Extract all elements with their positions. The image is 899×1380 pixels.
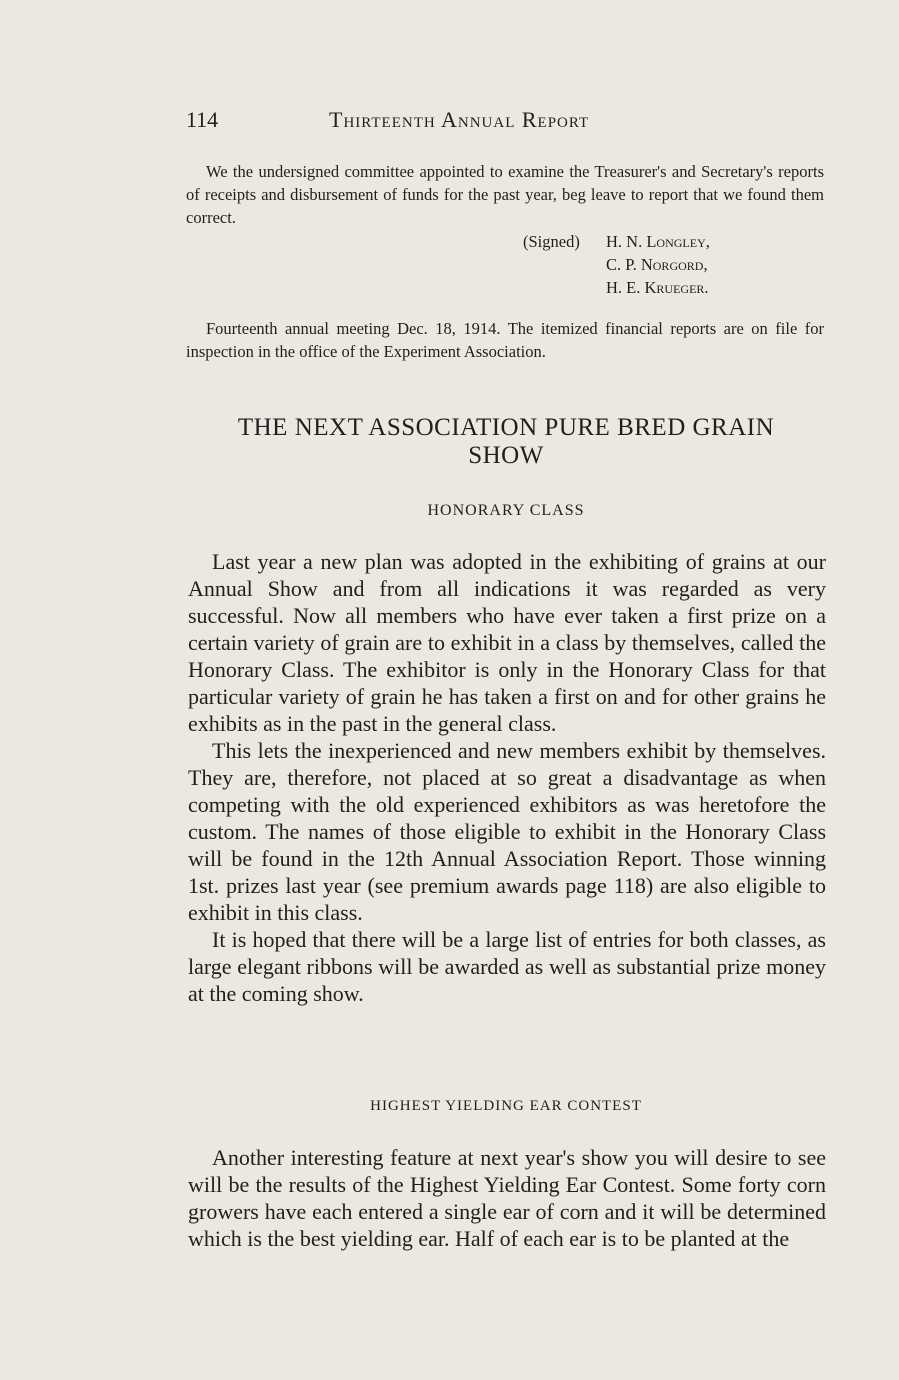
page-number: 114 (186, 107, 219, 132)
committee-report-text: We the undersigned committee appointed to examine the Treasurer's and Secretary's reports of receipts and disbursement of funds for the past year, beg leave to report that we found them correct. (186, 162, 824, 227)
section-title-line-1: THE NEXT ASSOCIATION PURE BRED GRAIN (237, 414, 775, 441)
honorary-class-body (188, 548, 826, 1007)
signatory-1: H. N. Longley, (606, 232, 710, 251)
section-title (186, 414, 826, 470)
paragraph: It is hoped that there will be a large list of entries for both classes, as large elegant ribbons will be awarded as well as substantial prize money at the coming show. (188, 927, 826, 1006)
signed-label: (Signed) (523, 232, 580, 251)
page-header (186, 107, 826, 137)
section-title-line-2: SHOW (468, 442, 544, 469)
contest-heading: HIGHEST YIELDING EAR CONTEST (370, 1098, 642, 1114)
paragraph: Another interesting feature at next year's show you will desire to see will be the results of the Highest Yielding Ear Contest. Some forty corn growers have each entered a single ear of corn and it will be determined which is the best yielding ear. Half of each ear is to be planted at the (188, 1145, 826, 1251)
running-title: Thirteenth Annual Report (329, 107, 590, 132)
contest-body (188, 1144, 826, 1252)
signatory-3: H. E. Krueger. (606, 278, 709, 297)
honorary-class-heading: HONORARY CLASS (427, 502, 585, 519)
paragraph: This lets the inexperienced and new members exhibit by themselves. They are, therefore, not placed at so great a disadvantage as when competing with the old experienced exhibitors as was heretofore the custom. The names of those eligible to exhibit in the Honorary Class will be found in the 12th Annual Association Report. Those winning 1st. prizes last year (see premium awards page 118) are also eligible to exhibit in this class. (188, 738, 826, 925)
meeting-note: Fourteenth annual meeting Dec. 18, 1914. The itemized financial reports are on file for inspection in the office of the Experiment Association. (186, 319, 824, 361)
paragraph: Last year a new plan was adopted in the exhibiting of grains at our Annual Show and from all indications it was regarded as very successful. Now all members who have ever taken a first prize on a certain variety of grain are to exhibit in a class by themselves, called the Honorary Class. The exhibitor is only in the Honorary Class for that particular variety of grain he has taken a first on and for other grains he exhibits as in the past in the general class. (188, 549, 826, 736)
signatory-2: C. P. Norgord, (606, 255, 708, 274)
